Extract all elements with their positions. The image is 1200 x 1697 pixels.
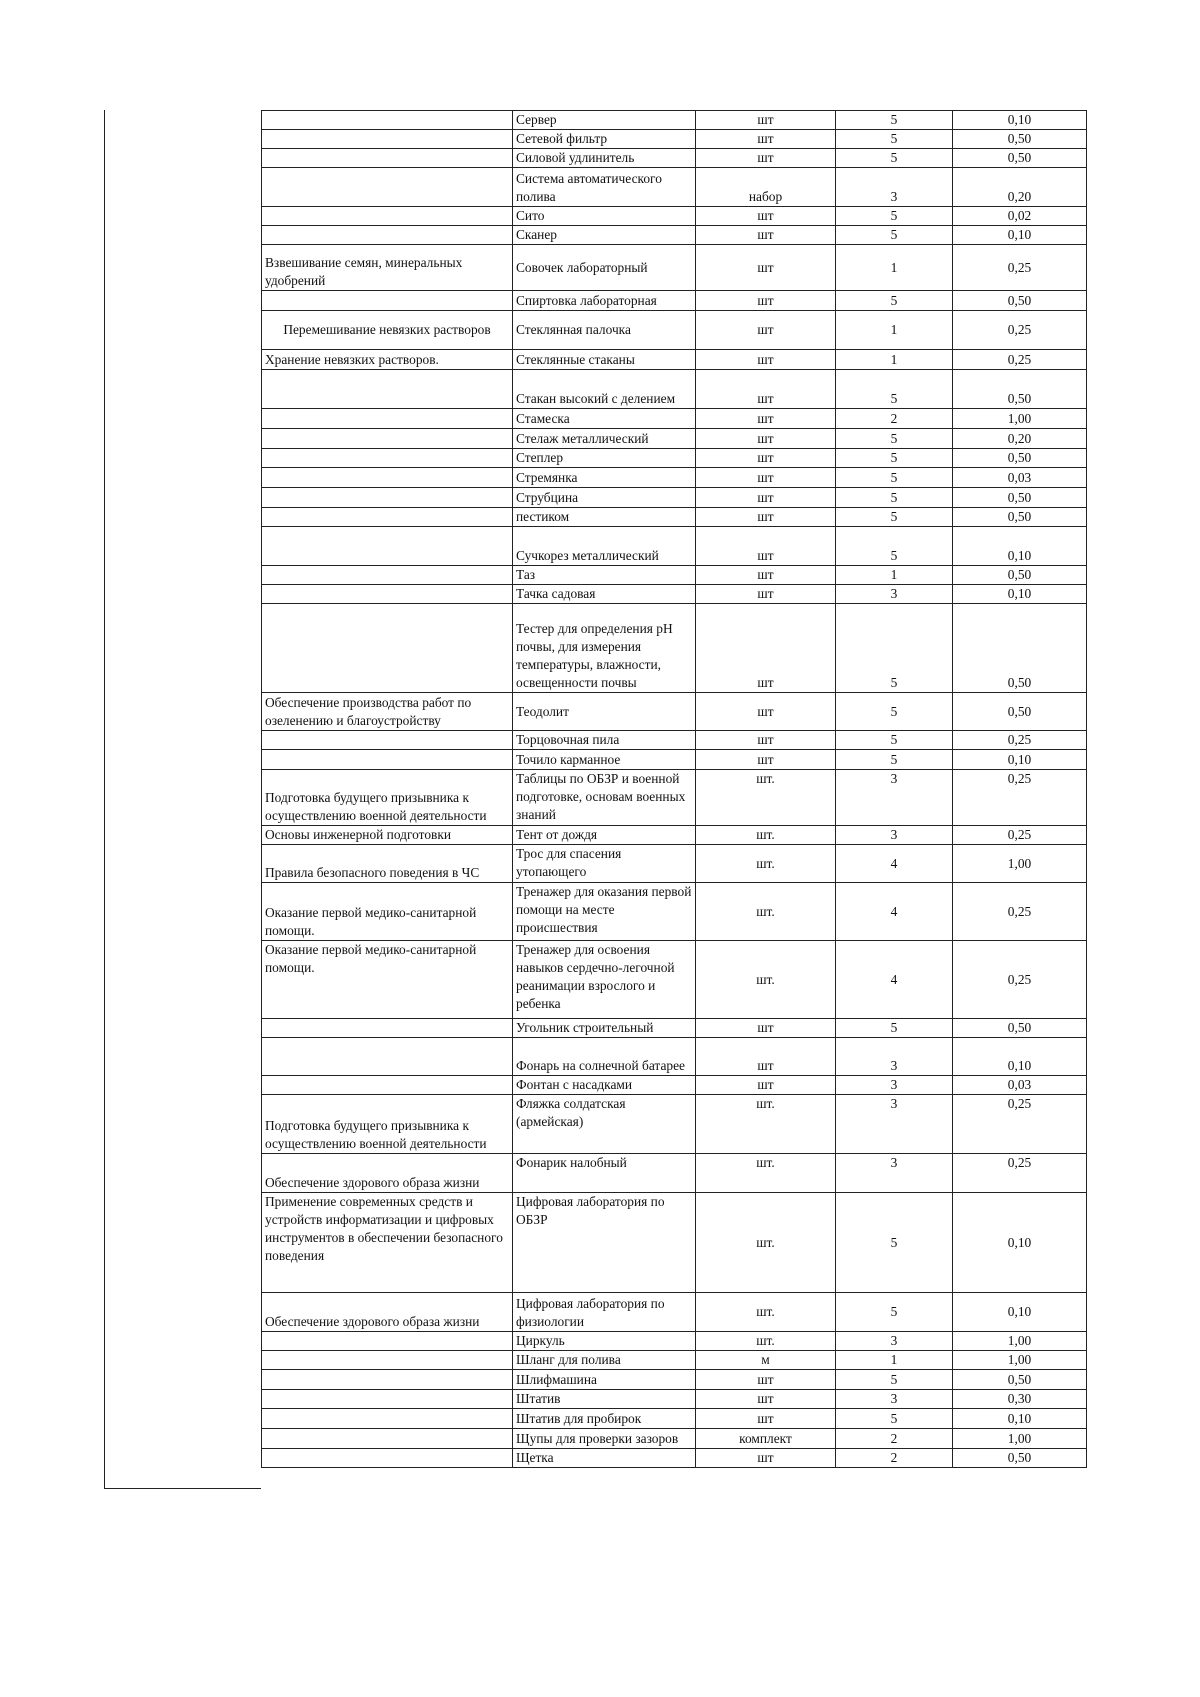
activity-cell (262, 207, 513, 226)
coefficient-cell: 0,02 (953, 207, 1087, 226)
unit-cell: шт (696, 130, 836, 149)
quantity-cell: 2 (836, 1429, 953, 1449)
item-name-cell: Щетка (513, 1449, 696, 1468)
item-name-cell: Торцовочная пила (513, 731, 696, 750)
unit-cell: шт. (696, 770, 836, 826)
unit-cell: шт (696, 409, 836, 429)
activity-cell (262, 1390, 513, 1409)
quantity-cell: 5 (836, 149, 953, 168)
table-row (262, 291, 1087, 311)
table-row (262, 1193, 1087, 1293)
table-row (262, 508, 1087, 527)
coefficient-cell: 0,03 (953, 468, 1087, 488)
unit-cell: комплект (696, 1429, 836, 1449)
table-row (262, 566, 1087, 585)
quantity-cell: 3 (836, 770, 953, 826)
activity-cell (262, 585, 513, 604)
quantity-cell: 5 (836, 488, 953, 508)
table-row (262, 1038, 1087, 1076)
unit-cell: шт. (696, 1332, 836, 1351)
unit-cell: шт. (696, 1095, 836, 1154)
activity-cell (262, 1038, 513, 1076)
activity-cell (262, 488, 513, 508)
quantity-cell: 5 (836, 429, 953, 449)
quantity-cell: 5 (836, 468, 953, 488)
item-name-cell: Фонтан с насадками (513, 1076, 696, 1095)
table-row (262, 1351, 1087, 1370)
item-name-cell: Шланг для полива (513, 1351, 696, 1370)
unit-cell: шт. (696, 941, 836, 1019)
activity-cell (262, 429, 513, 449)
activity-cell: Оказание первой медико-санитарной помощи. (262, 941, 513, 1019)
activity-cell (262, 409, 513, 429)
unit-cell: шт (696, 1449, 836, 1468)
quantity-cell: 5 (836, 604, 953, 693)
table-row (262, 1390, 1087, 1409)
item-name-cell: Совочек лабораторный (513, 245, 696, 291)
unit-cell: шт (696, 1019, 836, 1038)
item-name-cell: Сучкорез металлический (513, 527, 696, 566)
item-name-cell: Тент от дождя (513, 826, 696, 845)
item-name-cell: Стеклянная палочка (513, 311, 696, 350)
item-name-cell: Цифровая лаборатория по ОБЗР (513, 1193, 696, 1293)
activity-cell (262, 291, 513, 311)
coefficient-cell: 0,50 (953, 488, 1087, 508)
item-name-cell: Тренажер для оказания первой помощи на месте происшествия (513, 883, 696, 941)
unit-cell: шт (696, 488, 836, 508)
item-name-cell: Фонарик налобный (513, 1154, 696, 1193)
quantity-cell: 5 (836, 111, 953, 130)
item-name-cell: Таблицы по ОБЗР и военной подготовке, основам военных знаний (513, 770, 696, 826)
item-name-cell: Фонарь на солнечной батарее (513, 1038, 696, 1076)
item-name-cell: Таз (513, 566, 696, 585)
table-row (262, 693, 1087, 731)
table-row (262, 130, 1087, 149)
coefficient-cell: 0,25 (953, 311, 1087, 350)
unit-cell: шт (696, 226, 836, 245)
coefficient-cell: 0,50 (953, 130, 1087, 149)
table-row (262, 1293, 1087, 1332)
quantity-cell: 3 (836, 1332, 953, 1351)
coefficient-cell: 0,20 (953, 168, 1087, 207)
unit-cell: шт. (696, 845, 836, 883)
activity-cell: Взвешивание семян, минеральных удобрений (262, 245, 513, 291)
unit-cell: шт (696, 370, 836, 409)
coefficient-cell: 0,10 (953, 1038, 1087, 1076)
coefficient-cell: 0,10 (953, 1409, 1087, 1429)
activity-cell (262, 1449, 513, 1468)
activity-cell (262, 449, 513, 468)
quantity-cell: 1 (836, 566, 953, 585)
table-row (262, 370, 1087, 409)
coefficient-cell: 1,00 (953, 845, 1087, 883)
unit-cell: м (696, 1351, 836, 1370)
item-name-cell: Шлифмашина (513, 1370, 696, 1390)
unit-cell: набор (696, 168, 836, 207)
quantity-cell: 3 (836, 826, 953, 845)
activity-cell: Хранение невязких растворов. (262, 350, 513, 370)
unit-cell: шт (696, 604, 836, 693)
table-row (262, 604, 1087, 693)
item-name-cell: Сервер (513, 111, 696, 130)
quantity-cell: 5 (836, 207, 953, 226)
table-row (262, 585, 1087, 604)
quantity-cell: 4 (836, 845, 953, 883)
coefficient-cell: 0,25 (953, 1095, 1087, 1154)
item-name-cell: Стамеска (513, 409, 696, 429)
table-row (262, 207, 1087, 226)
coefficient-cell: 0,10 (953, 111, 1087, 130)
table-row (262, 1019, 1087, 1038)
table-row (262, 770, 1087, 826)
coefficient-cell: 1,00 (953, 1429, 1087, 1449)
activity-cell (262, 111, 513, 130)
item-name-cell: Теодолит (513, 693, 696, 731)
table-row (262, 245, 1087, 291)
table-row (262, 1370, 1087, 1390)
coefficient-cell: 0,10 (953, 585, 1087, 604)
coefficient-cell: 0,25 (953, 941, 1087, 1019)
item-name-cell: Степлер (513, 449, 696, 468)
coefficient-cell: 0,50 (953, 566, 1087, 585)
item-name-cell: Сканер (513, 226, 696, 245)
table-row (262, 350, 1087, 370)
table-row (262, 1154, 1087, 1193)
unit-cell: шт. (696, 826, 836, 845)
quantity-cell: 5 (836, 130, 953, 149)
coefficient-cell: 0,10 (953, 750, 1087, 770)
coefficient-cell: 0,25 (953, 770, 1087, 826)
item-name-cell: Система автоматического полива (513, 168, 696, 207)
equipment-table-body (262, 111, 1087, 1468)
table-row (262, 1076, 1087, 1095)
quantity-cell: 5 (836, 508, 953, 527)
table-row (262, 149, 1087, 168)
item-name-cell: Фляжка солдатская (армейская) (513, 1095, 696, 1154)
activity-cell (262, 508, 513, 527)
quantity-cell: 5 (836, 750, 953, 770)
coefficient-cell: 0,25 (953, 245, 1087, 291)
activity-cell (262, 1019, 513, 1038)
activity-cell (262, 566, 513, 585)
quantity-cell: 1 (836, 311, 953, 350)
unit-cell: шт (696, 566, 836, 585)
quantity-cell: 5 (836, 1293, 953, 1332)
coefficient-cell: 1,00 (953, 1332, 1087, 1351)
activity-cell (262, 149, 513, 168)
unit-cell: шт (696, 585, 836, 604)
table-row (262, 111, 1087, 130)
item-name-cell: Спиртовка лабораторная (513, 291, 696, 311)
coefficient-cell: 0,50 (953, 604, 1087, 693)
unit-cell: шт (696, 429, 836, 449)
item-name-cell: Сетевой фильтр (513, 130, 696, 149)
quantity-cell: 5 (836, 291, 953, 311)
unit-cell: шт (696, 350, 836, 370)
activity-cell (262, 1409, 513, 1429)
unit-cell: шт (696, 1370, 836, 1390)
unit-cell: шт (696, 1038, 836, 1076)
unit-cell: шт (696, 207, 836, 226)
coefficient-cell: 1,00 (953, 1351, 1087, 1370)
coefficient-cell: 0,10 (953, 527, 1087, 566)
equipment-table (261, 110, 1087, 1468)
table-row (262, 527, 1087, 566)
item-name-cell: пестиком (513, 508, 696, 527)
activity-cell (262, 527, 513, 566)
coefficient-cell: 0,30 (953, 1390, 1087, 1409)
item-name-cell: Стремянка (513, 468, 696, 488)
unit-cell: шт (696, 1409, 836, 1429)
quantity-cell: 4 (836, 941, 953, 1019)
activity-cell (262, 1370, 513, 1390)
table-row (262, 1332, 1087, 1351)
item-name-cell: Стакан высокий с делением (513, 370, 696, 409)
item-name-cell: Штатив для пробирок (513, 1409, 696, 1429)
table-row (262, 488, 1087, 508)
quantity-cell: 5 (836, 1019, 953, 1038)
unit-cell: шт (696, 1390, 836, 1409)
table-row (262, 845, 1087, 883)
item-name-cell: Стелаж металлический (513, 429, 696, 449)
activity-cell: Основы инженерной подготовки (262, 826, 513, 845)
table-row (262, 1409, 1087, 1429)
quantity-cell: 5 (836, 693, 953, 731)
table-row (262, 311, 1087, 350)
quantity-cell: 5 (836, 1409, 953, 1429)
item-name-cell: Точило карманное (513, 750, 696, 770)
unit-cell: шт (696, 149, 836, 168)
left-column-frame (104, 110, 261, 1489)
activity-cell (262, 731, 513, 750)
coefficient-cell: 0,50 (953, 291, 1087, 311)
quantity-cell: 5 (836, 527, 953, 566)
unit-cell: шт (696, 693, 836, 731)
quantity-cell: 2 (836, 409, 953, 429)
item-name-cell: Силовой удлинитель (513, 149, 696, 168)
activity-cell (262, 1429, 513, 1449)
unit-cell: шт (696, 750, 836, 770)
table-row (262, 750, 1087, 770)
quantity-cell: 5 (836, 1370, 953, 1390)
activity-cell (262, 1332, 513, 1351)
activity-cell (262, 130, 513, 149)
table-row (262, 449, 1087, 468)
activity-cell: Оказание первой медико-санитарной помощи. (262, 883, 513, 941)
table-row (262, 409, 1087, 429)
activity-cell (262, 750, 513, 770)
table-row (262, 468, 1087, 488)
coefficient-cell: 0,25 (953, 883, 1087, 941)
item-name-cell: Цифровая лаборатория по физиологии (513, 1293, 696, 1332)
quantity-cell: 5 (836, 226, 953, 245)
unit-cell: шт. (696, 883, 836, 941)
unit-cell: шт. (696, 1293, 836, 1332)
coefficient-cell: 0,25 (953, 826, 1087, 845)
quantity-cell: 2 (836, 1449, 953, 1468)
unit-cell: шт (696, 291, 836, 311)
coefficient-cell: 0,25 (953, 350, 1087, 370)
activity-cell: Перемешивание невязких растворов (262, 311, 513, 350)
item-name-cell: Штатив (513, 1390, 696, 1409)
table-row (262, 941, 1087, 1019)
item-name-cell: Щупы для проверки зазоров (513, 1429, 696, 1449)
quantity-cell: 5 (836, 731, 953, 750)
coefficient-cell: 0,50 (953, 149, 1087, 168)
quantity-cell: 5 (836, 449, 953, 468)
coefficient-cell: 0,50 (953, 693, 1087, 731)
activity-cell (262, 168, 513, 207)
activity-cell: Обеспечение здорового образа жизни (262, 1154, 513, 1193)
activity-cell (262, 468, 513, 488)
unit-cell: шт (696, 1076, 836, 1095)
item-name-cell: Струбцина (513, 488, 696, 508)
quantity-cell: 3 (836, 1076, 953, 1095)
table-row (262, 168, 1087, 207)
unit-cell: шт (696, 508, 836, 527)
item-name-cell: Циркуль (513, 1332, 696, 1351)
quantity-cell: 4 (836, 883, 953, 941)
quantity-cell: 1 (836, 245, 953, 291)
coefficient-cell: 1,00 (953, 409, 1087, 429)
quantity-cell: 3 (836, 168, 953, 207)
activity-cell: Применение современных средств и устройств информатизации и цифровых инструментов в обеспечении безопасного поведения (262, 1193, 513, 1293)
coefficient-cell: 0,10 (953, 226, 1087, 245)
quantity-cell: 3 (836, 585, 953, 604)
item-name-cell: Стеклянные стаканы (513, 350, 696, 370)
table-row (262, 731, 1087, 750)
quantity-cell: 1 (836, 350, 953, 370)
coefficient-cell: 0,10 (953, 1293, 1087, 1332)
activity-cell: Обеспечение производства работ по озеленению и благоустройству (262, 693, 513, 731)
quantity-cell: 3 (836, 1038, 953, 1076)
activity-cell: Подготовка будущего призывника к осуществлению военной деятельности (262, 1095, 513, 1154)
activity-cell (262, 1351, 513, 1370)
item-name-cell: Сито (513, 207, 696, 226)
unit-cell: шт (696, 449, 836, 468)
unit-cell: шт. (696, 1193, 836, 1293)
coefficient-cell: 0,03 (953, 1076, 1087, 1095)
activity-cell: Обеспечение здорового образа жизни (262, 1293, 513, 1332)
coefficient-cell: 0,50 (953, 370, 1087, 409)
quantity-cell: 3 (836, 1095, 953, 1154)
coefficient-cell: 0,50 (953, 1449, 1087, 1468)
unit-cell: шт (696, 527, 836, 566)
table-row (262, 1095, 1087, 1154)
item-name-cell: Тачка садовая (513, 585, 696, 604)
item-name-cell: Угольник строительный (513, 1019, 696, 1038)
table-row (262, 826, 1087, 845)
activity-cell: Подготовка будущего призывника к осуществлению военной деятельности (262, 770, 513, 826)
table-row (262, 1429, 1087, 1449)
activity-cell: Правила безопасного поведения в ЧС (262, 845, 513, 883)
quantity-cell: 3 (836, 1154, 953, 1193)
unit-cell: шт (696, 245, 836, 291)
table-row (262, 883, 1087, 941)
quantity-cell: 3 (836, 1390, 953, 1409)
unit-cell: шт (696, 468, 836, 488)
coefficient-cell: 0,10 (953, 1193, 1087, 1293)
unit-cell: шт (696, 111, 836, 130)
item-name-cell: Трос для спасения утопающего (513, 845, 696, 883)
coefficient-cell: 0,25 (953, 731, 1087, 750)
table-row (262, 1449, 1087, 1468)
item-name-cell: Тестер для определения pH почвы, для измерения температуры, влажности, освещенности почвы (513, 604, 696, 693)
table-row (262, 429, 1087, 449)
quantity-cell: 1 (836, 1351, 953, 1370)
activity-cell (262, 1076, 513, 1095)
coefficient-cell: 0,50 (953, 508, 1087, 527)
quantity-cell: 5 (836, 370, 953, 409)
coefficient-cell: 0,50 (953, 449, 1087, 468)
coefficient-cell: 0,50 (953, 1019, 1087, 1038)
coefficient-cell: 0,20 (953, 429, 1087, 449)
activity-cell (262, 226, 513, 245)
activity-cell (262, 604, 513, 693)
item-name-cell: Тренажер для освоения навыков сердечно-легочной реанимации взрослого и ребенка (513, 941, 696, 1019)
unit-cell: шт (696, 311, 836, 350)
activity-cell (262, 370, 513, 409)
unit-cell: шт. (696, 1154, 836, 1193)
coefficient-cell: 0,50 (953, 1370, 1087, 1390)
table-row (262, 226, 1087, 245)
quantity-cell: 5 (836, 1193, 953, 1293)
unit-cell: шт (696, 731, 836, 750)
coefficient-cell: 0,25 (953, 1154, 1087, 1193)
